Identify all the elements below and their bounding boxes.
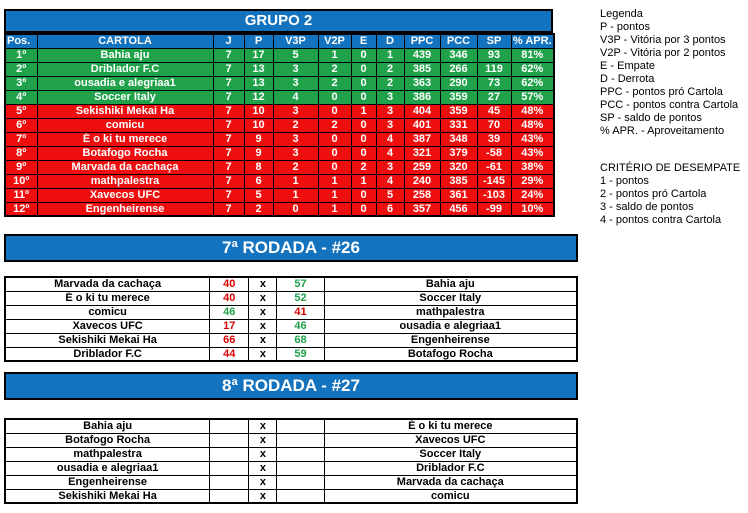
cell-pos: 7º: [5, 132, 37, 146]
standings-row: [5, 132, 554, 146]
home-score: 66: [210, 333, 249, 347]
cell-v3p: 1: [273, 174, 318, 188]
cell-ppc: 387: [404, 132, 440, 146]
home-team: É o ki tu merece: [5, 291, 210, 305]
cell-j: 7: [213, 48, 244, 62]
cell-team: mathpalestra: [37, 174, 213, 188]
cell-d: 4: [376, 174, 404, 188]
away-team: Driblador F.C: [324, 461, 577, 475]
cell-pos: 5º: [5, 104, 37, 118]
standings-row: [5, 76, 554, 90]
away-team: Botafogo Rocha: [324, 347, 577, 361]
versus-x: x: [249, 419, 277, 433]
cell-e: 0: [351, 90, 376, 104]
cell-sp: 70: [477, 118, 511, 132]
away-team: Marvada da cachaça: [324, 475, 577, 489]
away-score: 52: [277, 291, 324, 305]
away-team: mathpalestra: [324, 305, 577, 319]
cell-apr: 38%: [511, 160, 554, 174]
versus-x: x: [249, 277, 277, 291]
home-score: 46: [210, 305, 249, 319]
cell-sp: 45: [477, 104, 511, 118]
col-header-cartola: CARTOLA: [37, 34, 213, 48]
cell-e: 0: [351, 76, 376, 90]
cell-j: 7: [213, 118, 244, 132]
match-row: [5, 447, 577, 461]
cell-ppc: 258: [404, 188, 440, 202]
col-header-e: E: [351, 34, 376, 48]
cell-team: Soccer Italy: [37, 90, 213, 104]
match-row: [5, 475, 577, 489]
versus-x: x: [249, 305, 277, 319]
cell-v3p: 2: [273, 118, 318, 132]
away-team: Xavecos UFC: [324, 433, 577, 447]
versus-x: x: [249, 461, 277, 475]
legend-item: SP - saldo de pontos: [600, 112, 702, 124]
cell-pcc: 290: [440, 76, 477, 90]
cell-pos: 8º: [5, 146, 37, 160]
cell-pos: 6º: [5, 118, 37, 132]
standings-row: [5, 188, 554, 202]
col-header-apr: % APR.: [511, 34, 554, 48]
match-row: [5, 305, 577, 319]
versus-x: x: [249, 447, 277, 461]
cell-p: 6: [244, 174, 273, 188]
cell-p: 13: [244, 76, 273, 90]
cell-ppc: 401: [404, 118, 440, 132]
cell-p: 13: [244, 62, 273, 76]
cell-e: 2: [351, 160, 376, 174]
col-header-v3p: V3P: [273, 34, 318, 48]
cell-sp: 73: [477, 76, 511, 90]
cell-v2p: 0: [318, 132, 351, 146]
away-score: 46: [277, 319, 324, 333]
legend-item: % APR. - Aproveitamento: [600, 125, 725, 137]
match-row: [5, 433, 577, 447]
cell-sp: 39: [477, 132, 511, 146]
home-team: mathpalestra: [5, 447, 210, 461]
cell-p: 2: [244, 202, 273, 216]
cell-d: 5: [376, 188, 404, 202]
home-team: Bahia aju: [5, 419, 210, 433]
cell-pcc: 331: [440, 118, 477, 132]
cell-v2p: 0: [318, 160, 351, 174]
standings-row: [5, 104, 554, 118]
cell-j: 7: [213, 202, 244, 216]
col-header-sp: SP: [477, 34, 511, 48]
cell-p: 17: [244, 48, 273, 62]
cell-apr: 43%: [511, 132, 554, 146]
versus-x: x: [249, 489, 277, 503]
cell-apr: 10%: [511, 202, 554, 216]
cell-v2p: 0: [318, 104, 351, 118]
cell-pos: 12º: [5, 202, 37, 216]
cell-d: 6: [376, 202, 404, 216]
cell-ppc: 363: [404, 76, 440, 90]
legend-item: PCC - pontos contra Cartola: [600, 99, 739, 111]
cell-d: 3: [376, 90, 404, 104]
cell-apr: 48%: [511, 118, 554, 132]
cell-ppc: 240: [404, 174, 440, 188]
legend-spacer: [600, 138, 740, 162]
col-header-p: P: [244, 34, 273, 48]
col-header-ppc: PPC: [404, 34, 440, 48]
cell-pos: 10º: [5, 174, 37, 188]
cell-apr: 81%: [511, 48, 554, 62]
cell-pos: 4º: [5, 90, 37, 104]
legend-item: P - pontos: [600, 21, 650, 33]
cell-d: 3: [376, 160, 404, 174]
cell-sp: -58: [477, 146, 511, 160]
cell-team: comicu: [37, 118, 213, 132]
away-team: Bahia aju: [324, 277, 577, 291]
home-score: [210, 419, 249, 433]
cell-p: 8: [244, 160, 273, 174]
away-team: ousadia e alegriaa1: [324, 319, 577, 333]
away-score: 57: [277, 277, 324, 291]
cell-p: 9: [244, 146, 273, 160]
tiebreaker-item: 4 - pontos contra Cartola: [600, 214, 722, 226]
cell-e: 0: [351, 62, 376, 76]
cell-j: 7: [213, 146, 244, 160]
match-row: [5, 347, 577, 361]
cell-j: 7: [213, 104, 244, 118]
home-team: Botafogo Rocha: [5, 433, 210, 447]
cell-ppc: 404: [404, 104, 440, 118]
home-score: 17: [210, 319, 249, 333]
round8-title-banner: 8ª RODADA - #27: [4, 372, 578, 400]
versus-x: x: [249, 475, 277, 489]
tiebreaker-item: 3 - saldo de pontos: [600, 201, 694, 213]
cell-pcc: 348: [440, 132, 477, 146]
cell-e: 0: [351, 202, 376, 216]
legend-item: D - Derrota: [600, 73, 655, 85]
home-score: 40: [210, 291, 249, 305]
cell-j: 7: [213, 90, 244, 104]
standings-row: [5, 118, 554, 132]
cell-sp: 93: [477, 48, 511, 62]
cell-d: 4: [376, 132, 404, 146]
cell-pos: 11º: [5, 188, 37, 202]
col-header-d: D: [376, 34, 404, 48]
cell-team: Botafogo Rocha: [37, 146, 213, 160]
cell-j: 7: [213, 76, 244, 90]
home-team: Sekishiki Mekai Ha: [5, 333, 210, 347]
cell-p: 10: [244, 104, 273, 118]
cell-d: 2: [376, 62, 404, 76]
away-score: [277, 489, 324, 503]
standings-header-row: [5, 34, 554, 48]
match-row: [5, 461, 577, 475]
cell-p: 9: [244, 132, 273, 146]
cell-j: 7: [213, 132, 244, 146]
round7-title-banner: 7ª RODADA - #26: [4, 234, 578, 262]
cell-v2p: 2: [318, 118, 351, 132]
cell-pos: 9º: [5, 160, 37, 174]
cell-ppc: 386: [404, 90, 440, 104]
versus-x: x: [249, 333, 277, 347]
cell-pcc: 266: [440, 62, 477, 76]
away-score: 41: [277, 305, 324, 319]
cell-v3p: 3: [273, 104, 318, 118]
cell-ppc: 385: [404, 62, 440, 76]
away-team: Soccer Italy: [324, 291, 577, 305]
round8-matches-table: [4, 418, 578, 504]
cell-apr: 62%: [511, 62, 554, 76]
cell-d: 3: [376, 118, 404, 132]
home-score: [210, 447, 249, 461]
versus-x: x: [249, 319, 277, 333]
home-team: ousadia e alegriaa1: [5, 461, 210, 475]
group-title-banner: GRUPO 2: [4, 9, 553, 33]
cell-j: 7: [213, 188, 244, 202]
home-score: [210, 433, 249, 447]
cell-team: Driblador F.C: [37, 62, 213, 76]
away-score: [277, 461, 324, 475]
cell-j: 7: [213, 174, 244, 188]
col-header-j: J: [213, 34, 244, 48]
cell-e: 0: [351, 146, 376, 160]
cell-pcc: 320: [440, 160, 477, 174]
tiebreaker-item: 1 - pontos: [600, 175, 649, 187]
away-team: Soccer Italy: [324, 447, 577, 461]
cell-p: 10: [244, 118, 273, 132]
away-score: [277, 419, 324, 433]
cell-v3p: 3: [273, 76, 318, 90]
match-row: [5, 291, 577, 305]
home-team: Sekishiki Mekai Ha: [5, 489, 210, 503]
cell-v3p: 1: [273, 188, 318, 202]
cell-d: 4: [376, 146, 404, 160]
cell-ppc: 357: [404, 202, 440, 216]
away-score: [277, 447, 324, 461]
away-team: Engenheirense: [324, 333, 577, 347]
cell-ppc: 321: [404, 146, 440, 160]
cell-apr: 43%: [511, 146, 554, 160]
versus-x: x: [249, 347, 277, 361]
cell-sp: -61: [477, 160, 511, 174]
cell-v3p: 2: [273, 160, 318, 174]
cell-pos: 2º: [5, 62, 37, 76]
cell-e: 0: [351, 132, 376, 146]
cell-apr: 29%: [511, 174, 554, 188]
away-team: comicu: [324, 489, 577, 503]
cell-pcc: 361: [440, 188, 477, 202]
cell-pcc: 359: [440, 104, 477, 118]
match-row: [5, 419, 577, 433]
home-score: 44: [210, 347, 249, 361]
home-score: 40: [210, 277, 249, 291]
legend-item: V2P - Vitória por 2 pontos: [600, 47, 726, 59]
cell-team: Bahia aju: [37, 48, 213, 62]
standings-table: [4, 33, 555, 217]
cell-v2p: 2: [318, 76, 351, 90]
cell-v2p: 1: [318, 174, 351, 188]
match-row: [5, 333, 577, 347]
home-team: Engenheirense: [5, 475, 210, 489]
away-score: [277, 433, 324, 447]
home-score: [210, 489, 249, 503]
cell-v2p: 0: [318, 90, 351, 104]
col-header-pos: Pos.: [5, 34, 37, 48]
round7-matches-table: [4, 276, 578, 362]
cell-apr: 24%: [511, 188, 554, 202]
standings-row: [5, 202, 554, 216]
cell-apr: 48%: [511, 104, 554, 118]
cell-e: 0: [351, 48, 376, 62]
cell-sp: -103: [477, 188, 511, 202]
tiebreaker-item: 2 - pontos pró Cartola: [600, 188, 707, 200]
home-team: comicu: [5, 305, 210, 319]
standings-row: [5, 62, 554, 76]
cell-p: 12: [244, 90, 273, 104]
cell-v3p: 3: [273, 146, 318, 160]
cell-pcc: 385: [440, 174, 477, 188]
tiebreaker-title: CRITÉRIO DE DESEMPATE: [600, 162, 741, 174]
away-score: 59: [277, 347, 324, 361]
versus-x: x: [249, 291, 277, 305]
cell-team: Sekishiki Mekai Ha: [37, 104, 213, 118]
cell-pcc: 379: [440, 146, 477, 160]
cell-sp: 119: [477, 62, 511, 76]
home-score: [210, 475, 249, 489]
cell-v3p: 5: [273, 48, 318, 62]
cell-v2p: 1: [318, 188, 351, 202]
standings-row: [5, 90, 554, 104]
cell-apr: 57%: [511, 90, 554, 104]
standings-row: [5, 160, 554, 174]
cell-v3p: 4: [273, 90, 318, 104]
cell-d: 1: [376, 48, 404, 62]
cell-v3p: 3: [273, 132, 318, 146]
cell-v2p: 1: [318, 202, 351, 216]
cell-team: Engenheirense: [37, 202, 213, 216]
home-team: Driblador F.C: [5, 347, 210, 361]
versus-x: x: [249, 433, 277, 447]
home-score: [210, 461, 249, 475]
match-row: [5, 319, 577, 333]
away-score: [277, 475, 324, 489]
cell-v2p: 1: [318, 48, 351, 62]
home-team: Marvada da cachaça: [5, 277, 210, 291]
cell-pcc: 359: [440, 90, 477, 104]
standings-row: [5, 174, 554, 188]
cell-e: 0: [351, 118, 376, 132]
standings-row: [5, 48, 554, 62]
cell-ppc: 439: [404, 48, 440, 62]
cell-team: É o ki tu merece: [37, 132, 213, 146]
cell-v2p: 0: [318, 146, 351, 160]
cell-j: 7: [213, 160, 244, 174]
cell-e: 1: [351, 104, 376, 118]
cell-ppc: 259: [404, 160, 440, 174]
away-team: É o ki tu merece: [324, 419, 577, 433]
cell-pos: 3º: [5, 76, 37, 90]
col-header-pcc: PCC: [440, 34, 477, 48]
cell-apr: 62%: [511, 76, 554, 90]
cell-e: 1: [351, 174, 376, 188]
home-team: Xavecos UFC: [5, 319, 210, 333]
cell-v2p: 2: [318, 62, 351, 76]
legend-item: PPC - pontos pró Cartola: [600, 86, 723, 98]
legend-item: V3P - Vitória por 3 pontos: [600, 34, 726, 46]
cell-v3p: 0: [273, 202, 318, 216]
cell-team: ousadia e alegriaa1: [37, 76, 213, 90]
cell-sp: 27: [477, 90, 511, 104]
legend-panel: [600, 8, 740, 227]
cell-sp: -99: [477, 202, 511, 216]
cell-p: 5: [244, 188, 273, 202]
cell-sp: -145: [477, 174, 511, 188]
legend-title: Legenda: [600, 8, 643, 20]
cell-pcc: 456: [440, 202, 477, 216]
match-row: [5, 277, 577, 291]
cell-team: Marvada da cachaça: [37, 160, 213, 174]
col-header-v2p: V2P: [318, 34, 351, 48]
standings-row: [5, 146, 554, 160]
cell-pos: 1º: [5, 48, 37, 62]
cell-j: 7: [213, 62, 244, 76]
cell-pcc: 346: [440, 48, 477, 62]
cell-v3p: 3: [273, 62, 318, 76]
match-row: [5, 489, 577, 503]
cell-team: Xavecos UFC: [37, 188, 213, 202]
away-score: 68: [277, 333, 324, 347]
legend-item: E - Empate: [600, 60, 656, 72]
cell-d: 3: [376, 104, 404, 118]
cell-d: 2: [376, 76, 404, 90]
cell-e: 0: [351, 188, 376, 202]
